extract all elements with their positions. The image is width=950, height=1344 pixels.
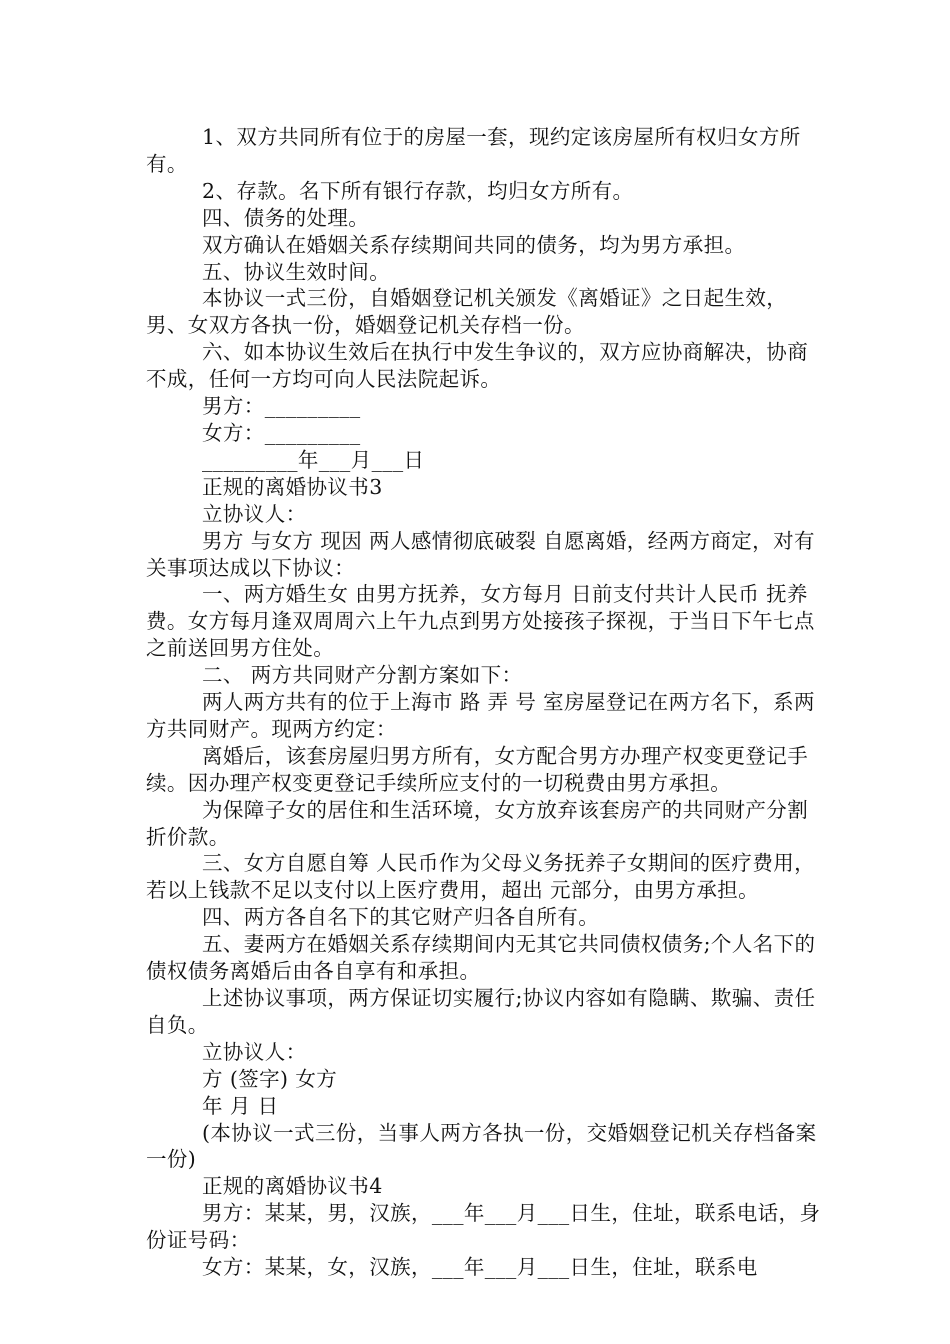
paragraph: 一、两方婚生女 由男方抚养，女方每月 日前支付共计人民币 抚养费。女方每月逢双周周六上午九点到男方处接孩子探视，于当日下午七点之前送回男方住处。 (146, 582, 815, 661)
paragraph: (本协议一式三份，当事人两方各执一份，交婚姻登记机关存档备案一份) (146, 1120, 817, 1172)
paragraph: 双方确认在婚姻关系存续期间共同的债务，均为男方承担。 (202, 232, 746, 257)
signature-line: 方 (签字) 女方 (202, 1066, 338, 1091)
paragraph: 两人两方共有的位于上海市 路 弄 号 室房屋登记在两方名下，系两方共同财产。现两方约定： (146, 690, 815, 741)
paragraph: 二、 两方共同财产分割方案如下： (202, 663, 523, 688)
paragraph: 离婚后，该套房屋归男方所有，女方配合男方办理产权变更登记手续。因办理产权变更登记手续所应支付的一切税费由男方承担。 (146, 743, 809, 795)
paragraph: 2、存款。名下所有银行存款，均归女方所有。 (202, 178, 634, 203)
document-body (146, 124, 826, 1281)
paragraph: 立协议人： (202, 501, 307, 526)
paragraph: 六、如本协议生效后在执行中发生争议的，双方应协商解决，协商不成，任何一方均可向人民法院起诉。 (146, 340, 809, 392)
paragraph: 四、两方各自名下的其它财产归各自所有。 (202, 905, 600, 930)
paragraph: 男方：某某，男，汉族，___年___月___日生，住址，联系电话，身份证号码： (146, 1201, 821, 1253)
paragraph: 为保障子女的居住和生活环境，女方放弃该套房产的共同财产分割折价款。 (146, 797, 809, 849)
paragraph: 上述协议事项，两方保证切实履行;协议内容如有隐瞒、欺骗、责任自负。 (146, 986, 816, 1037)
signature-line-male: 男方：_________ (202, 394, 361, 419)
signature-line-female: 女方：_________ (202, 420, 361, 445)
section-title: 正规的离婚协议书4 (202, 1174, 383, 1199)
section-title: 正规的离婚协议书3 (202, 474, 383, 499)
paragraph: 1、双方共同所有位于的房屋一套，现约定该房屋所有权归女方所有。 (146, 125, 801, 176)
paragraph: 男方 与女方 现因 两人感情彻底破裂 自愿离婚，经两方商定，对有关事项达成以下协议： (146, 528, 815, 580)
paragraph: 立协议人： (202, 1039, 307, 1064)
paragraph: 三、女方自愿自筹 人民币作为父母义务抚养子女期间的医疗费用，若以上钱款不足以支付以上医疗费用，超出 元部分，由男方承担。 (146, 851, 816, 903)
paragraph: 五、协议生效时间。 (202, 259, 391, 284)
paragraph: 五、妻两方在婚姻关系存续期间内无其它共同债权债务;个人名下的债权债务离婚后由各自享有和承担。 (146, 932, 816, 984)
date-line: _________年___月___日 (202, 447, 425, 472)
paragraph: 四、债务的处理。 (202, 205, 370, 230)
paragraph: 本协议一式三份，自婚姻登记机关颁发《离婚证》之日起生效，男、女双方各执一份，婚姻登记机关存档一份。 (146, 286, 788, 338)
paragraph: 女方：某某，女，汉族，___年___月___日生，住址，联系电 (202, 1255, 758, 1280)
date-line: 年 月 日 (202, 1093, 279, 1118)
